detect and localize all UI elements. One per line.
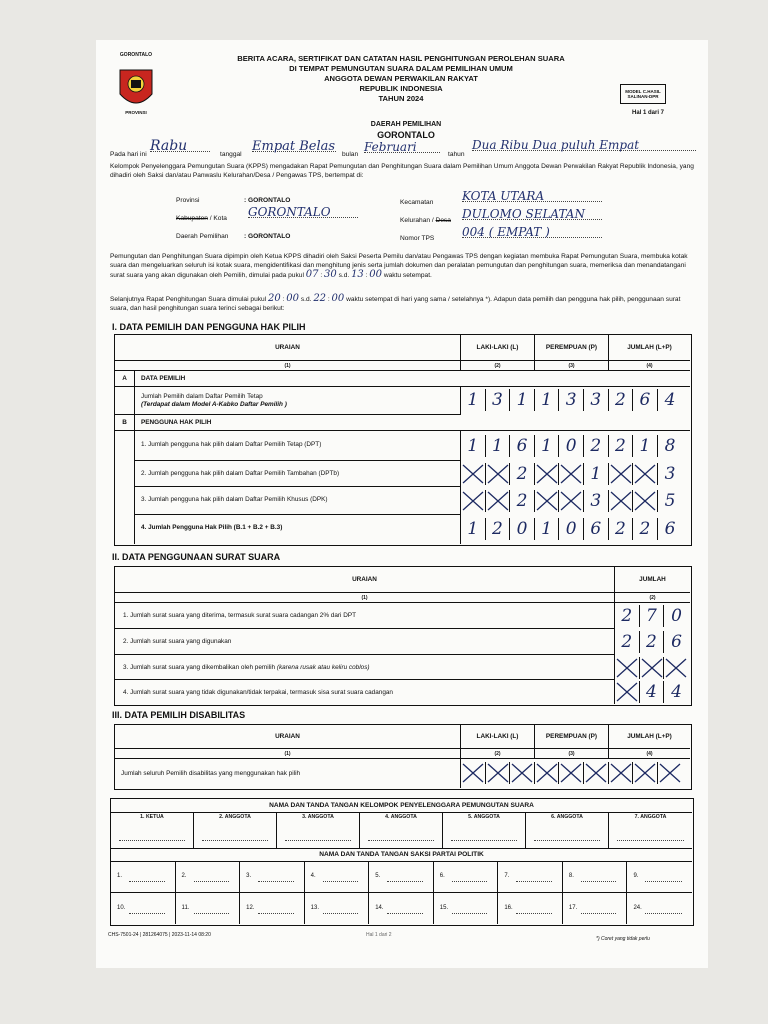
witness-signature-cell (111, 893, 176, 924)
witness-number: 16. (504, 905, 513, 911)
digit-box: 0 (510, 518, 535, 540)
digit-box: 1 (461, 389, 486, 411)
witness-signature-cell (563, 861, 628, 892)
digit-box: 2 (510, 490, 535, 512)
district-label: DAERAH PEMILIHAN (370, 121, 442, 128)
disability-digits (461, 762, 682, 784)
ballots-returned-digits (615, 657, 689, 679)
witness-number: 8. (568, 873, 574, 879)
witness-signature-cell (434, 861, 499, 892)
witness-row-2 (111, 893, 692, 924)
crossed-box (584, 762, 609, 784)
digit-box: 2 (486, 518, 511, 540)
dpt-digits (461, 389, 682, 411)
kpps-role-label: 2. ANGGOTA (219, 814, 251, 820)
ballots-used-digits (615, 631, 689, 653)
col-number: (2) (461, 361, 535, 371)
ballots-received-digits (615, 605, 689, 627)
kpps-signature-cell (609, 812, 692, 848)
b2-label: 2. Jumlah pengguna hak pilih dalam Daftar Pemilih Tambahan (DPTb) (135, 461, 461, 487)
signature-line (516, 881, 552, 882)
col-total: JUMLAH (L+P) (609, 725, 690, 749)
witness-signature-cell (240, 861, 305, 892)
signature-line (323, 913, 359, 914)
date-value: Empat Belas (252, 139, 336, 154)
signature-line (645, 881, 682, 882)
witness-number: 24. (633, 905, 642, 911)
witness-signature-cell (369, 893, 434, 924)
count-paragraph: Selanjutnya Rapat Penghitungan Suara dimulai pukul 20 : 00 s.d. 22 : 00 waktu setempat di hari yang sama / setelahnya *). Adapun data pemilih dan pengguna hak pilih, penggunaan surat suara, dan hasil penghitungan suara terinci sebagai berikut: (110, 293, 681, 312)
witness-signature-cell (627, 861, 692, 892)
col-number: (1) (115, 361, 461, 371)
kpps-signature-cell (194, 812, 277, 848)
crossed-box (461, 762, 486, 784)
witness-number: 17. (568, 905, 578, 911)
page-number: Hal 1 dari 7 (631, 110, 664, 116)
group-a-spacer (115, 387, 135, 415)
kpps-role-label: 7. ANGGOTA (634, 814, 667, 820)
kpps-signature-cell (443, 812, 526, 848)
witness-signature-cell (240, 893, 305, 924)
witness-signature-cell (498, 861, 563, 892)
digit-box: 4 (671, 682, 682, 702)
signature-line (368, 840, 434, 841)
ballots-used-label: 2. Jumlah surat suara yang digunakan (115, 629, 615, 655)
count-end-minute: 00 (331, 293, 345, 304)
b1-digits (461, 435, 682, 457)
witness-signature-cell (627, 893, 692, 924)
header-line: ANGGOTA DEWAN PERWAKILAN RAKYAT (324, 74, 478, 83)
kpps-role-label: 5. ANGGOTA (468, 814, 500, 820)
digit-box: 6 (510, 435, 535, 457)
digit-box: 2 (609, 518, 634, 540)
signature-line (581, 913, 617, 914)
digit-box: 2 (609, 435, 634, 457)
witness-signature-cell (176, 893, 241, 924)
witness-number: 7. (504, 873, 510, 879)
b3-label: 3. Jumlah pengguna hak pilih dalam Daftar Pemilih Khusus (DPK) (135, 487, 461, 515)
signature-line (617, 840, 684, 841)
kpps-role-label: 1. KETUA (140, 814, 164, 820)
col-number: (1) (115, 749, 461, 759)
procedure-text: Pemungutan dan Penghitungan Suara dipimpin oleh Ketua KPPS dihadiri oleh Saksi Peserta Pemilu dan/atau Pengawas TPS dengan kegiatan membuka Rapat Pemungutan Suara, membuka kotak suara dan mengeluarkan seluruh isi kotak suara, mengidentifikasi dan menghitung jenis serta jumlah dokumen dan peralatan pemungutan dan penghitungan suara, memeriksa dan menandatangani surat suara yang akan digunakan oleh Pemilih, dimulai pada pukul (110, 253, 688, 279)
witness-signature-cell (434, 893, 499, 924)
crossed-box (609, 762, 634, 784)
digit-box: 3 (664, 464, 676, 484)
year-label: tahun (448, 151, 465, 158)
divider (111, 848, 692, 849)
witness-signature-cell (305, 861, 370, 892)
signature-line (285, 840, 351, 841)
month-value: Februari (364, 143, 440, 153)
digit-box: 6 (584, 518, 609, 540)
digit-box: 0 (671, 606, 682, 626)
crossed-box (609, 490, 634, 512)
ballots-returned-note: (karena rusak atau keliru coblos) (276, 664, 370, 671)
village-label: Kelurahan / (400, 217, 434, 224)
digit-box: 2 (640, 631, 665, 653)
witness-number: 14. (375, 905, 384, 911)
witness-signature-cell (369, 861, 434, 892)
crossed-box (486, 762, 511, 784)
witness-signature-cell (305, 893, 370, 924)
digit-box: 4 (640, 681, 665, 703)
signature-line (452, 881, 488, 882)
section-2-title: II. DATA PENGGUNAAN SURAT SUARA (112, 552, 281, 562)
date-label: tanggal (220, 151, 242, 158)
month-label: bulan (342, 151, 359, 158)
tps-label: Nomor TPS (400, 235, 435, 242)
witness-number: 11. (181, 905, 190, 911)
model-code: MODEL C.HASIL (625, 89, 661, 94)
digit-box: 8 (664, 436, 676, 456)
signature-table (110, 798, 694, 926)
witness-number: 5. (375, 873, 381, 879)
district-value: GORONTALO (377, 130, 435, 140)
procedure-paragraph: Pemungutan dan Penghitungan Suara dipimpin oleh Ketua KPPS dihadiri oleh Saksi Peserta Pemilu dan/atau Pengawas TPS dengan kegiatan membuka Rapat Pemungutan Suara, membuka kotak suara dan mengeluarkan seluruh isi kotak suara, mengidentifikasi dan menghitung jenis serta jumlah dokumen dan peralatan pemungutan dan penghitungan suara, memeriksa dan menandatangani surat suara yang akan digunakan oleh Pemilih, dimulai pada pukul 07 : 30 s.d. 13 : 00 waktu setempat. (110, 253, 688, 280)
witness-number: 15. (439, 905, 449, 911)
group-a-letter: A (115, 371, 135, 387)
col-number: (1) (115, 593, 615, 603)
witness-number: 10. (117, 905, 126, 911)
kpu-logo-icon (116, 60, 156, 116)
col-total: JUMLAH (L+P) (609, 335, 690, 361)
subdistrict-value: KOTA UTARA (462, 192, 602, 202)
desa-label-struck: Desa (435, 217, 451, 224)
end-hour: 13 (351, 269, 364, 280)
subdistrict-label: Kecamatan (400, 199, 434, 206)
crossed-box (615, 681, 640, 703)
col-number: (4) (609, 749, 690, 759)
section-3-title: III. DATA PEMILIH DISABILITAS (112, 710, 246, 720)
year-value: Dua Ribu Dua puluh Empat (472, 141, 696, 151)
crossed-box (609, 463, 634, 485)
signature-line (119, 840, 185, 841)
until-label: s.d. (300, 296, 312, 303)
digit-box: 1 (510, 389, 535, 411)
district-label-2: Daerah Pemilihan (176, 233, 229, 240)
crossed-box (640, 657, 665, 679)
crossed-box (559, 490, 584, 512)
crossed-box (510, 762, 535, 784)
crossed-box (486, 463, 511, 485)
witness-number: 12. (246, 905, 255, 911)
witness-signature-title: NAMA DAN TANDA TANGAN SAKSI PARTAI POLITIK (319, 851, 484, 858)
until-label: s.d. (338, 272, 350, 279)
crossed-box (658, 762, 683, 784)
kpps-signature-title: NAMA DAN TANDA TANGAN KELOMPOK PENYELENGGARA PEMUNGUTAN SUARA (269, 802, 534, 809)
witness-row-1 (111, 861, 692, 893)
ballots-unused-label: 4. Jumlah surat suara yang tidak digunakan/tidak terpakai, termasuk sisa surat suara cadangan (115, 680, 615, 704)
group-a-title: DATA PEMILIH (135, 371, 690, 387)
signature-line (323, 881, 359, 882)
kpps-signature-cell (526, 812, 609, 848)
witness-number: 13. (310, 905, 319, 911)
footer-page: Hal 1 dari 2 (366, 932, 392, 938)
disability-table (114, 724, 692, 790)
section-1-title: I. DATA PEMILIH DAN PENGGUNA HAK PILIH (112, 322, 306, 332)
dpt-label: Jumlah Pemilih dalam Daftar Pemilih Tetap (141, 393, 263, 400)
footer-doc-code: CHS-7501-24 | 281264075 | 2023-11-14 08:20 (108, 932, 211, 938)
crossed-box (633, 490, 658, 512)
model-copy: SALINAN-DPR (627, 94, 659, 99)
electoral-district (316, 120, 496, 140)
count-end-hour: 22 (313, 293, 327, 304)
col-male: LAKI-LAKI (L) (461, 335, 535, 361)
kpps-role-label: 4. ANGGOTA (385, 814, 417, 820)
digit-box: 0 (559, 435, 584, 457)
b4-digits (461, 518, 682, 540)
digit-box: 1 (584, 463, 609, 485)
ballots-returned-text: 3. Jumlah surat suara yang dikembalikan oleh pemilih (123, 664, 276, 671)
witness-number: 1. (117, 873, 123, 879)
col-number: (4) (609, 361, 690, 371)
city-label: / Kota (207, 215, 227, 222)
crossed-box (461, 463, 486, 485)
header-line: TAHUN 2024 (378, 94, 424, 103)
start-hour: 07 (305, 269, 319, 280)
digit-box: 1 (535, 435, 560, 457)
signature-line (387, 913, 423, 914)
digit-box: 2 (584, 435, 609, 457)
signature-line (258, 881, 294, 882)
signature-line (202, 840, 268, 841)
crossed-box (664, 657, 689, 679)
col-number: (3) (535, 361, 609, 371)
witness-signature-cell (176, 861, 241, 892)
digit-box: 2 (615, 631, 640, 653)
witness-number: 4. (310, 873, 316, 879)
end-minute: 00 (369, 269, 383, 280)
digit-box: 1 (461, 435, 486, 457)
witness-signature-cell (498, 893, 563, 924)
ballots-returned-label (115, 655, 615, 680)
signature-line (129, 881, 165, 882)
witness-signature-cell (563, 893, 628, 924)
header-line: REPUBLIK INDONESIA (359, 84, 443, 93)
day-label: Pada hari ini (110, 151, 147, 158)
digit-box: 4 (664, 390, 676, 410)
kpps-signature-cell (277, 812, 360, 848)
digit-box: 3 (486, 389, 511, 411)
digit-box: 1 (535, 389, 560, 411)
crossed-box (633, 463, 658, 485)
group-b-letter: B (115, 415, 135, 431)
kpps-signature-cell (111, 812, 194, 848)
district-value-2: : GORONTALO (244, 233, 291, 240)
digit-box: 1 (461, 518, 486, 540)
col-female: PEREMPUAN (P) (535, 335, 609, 361)
group-b-spacer (115, 431, 135, 544)
dpt-row-label (135, 387, 461, 415)
dpt-source: (Terdapat dalam Model A-Kabko Daftar Pemilih ) (141, 401, 287, 408)
digit-box: 3 (559, 389, 584, 411)
b4-label: 4. Jumlah Pengguna Hak Pilih (B.1 + B.2 + B.3) (135, 515, 461, 544)
signature-line (451, 840, 517, 841)
col-number: (2) (615, 593, 690, 603)
city-value: GORONTALO (248, 208, 358, 218)
kpps-role-row (111, 812, 692, 848)
signature-line (534, 840, 600, 841)
crossed-box (535, 762, 560, 784)
signature-line (258, 913, 294, 914)
signature-line (645, 913, 682, 914)
kpps-role-label: 6. ANGGOTA (551, 814, 583, 820)
col-uraian: URAIAN (115, 567, 615, 593)
digit-box: 3 (584, 389, 609, 411)
location-block (176, 189, 696, 246)
digit-box: 2 (510, 463, 535, 485)
disability-label: Jumlah seluruh Pemilih disabilitas yang menggunakan hak pilih (115, 759, 461, 788)
header-line: BERITA ACARA, SERTIFIKAT DAN CATATAN HASIL PENGHITUNGAN PEROLEHAN SUARA (237, 54, 565, 63)
count-start-hour: 20 (268, 293, 281, 304)
ballot-usage-table (114, 566, 692, 706)
digit-box: 5 (664, 491, 676, 511)
group-b-title: PENGGUNA HAK PILIH (135, 415, 690, 431)
province-value: : GORONTALO (244, 197, 291, 204)
digit-box: 6 (671, 632, 682, 652)
date-line (110, 138, 700, 160)
crossed-box (535, 490, 560, 512)
crossed-box (615, 657, 640, 679)
signature-line (581, 881, 617, 882)
digit-box: 1 (633, 435, 658, 457)
kpps-signature-cell (360, 812, 443, 848)
voter-data-table (114, 334, 692, 546)
signature-line (129, 913, 165, 914)
witness-number: 9. (633, 873, 639, 879)
b3-digits (461, 490, 682, 512)
b1-label: 1. Jumlah pengguna hak pilih dalam Daftar Pemilih Tetap (DPT) (135, 431, 461, 461)
digit-box: 6 (633, 389, 658, 411)
col-male: LAKI-LAKI (L) (461, 725, 535, 749)
b2-digits (461, 463, 682, 485)
count-text: Selanjutnya Rapat Penghitungan Suara dimulai pukul (110, 296, 267, 303)
witness-number: 2. (181, 873, 187, 879)
ballots-unused-digits (615, 681, 689, 703)
intro-paragraph: Kelompok Penyelenggara Pemungutan Suara (KPPS) mengadakan Rapat Pemungutan dan Penghitungan Suara dalam Pemilihan Umum Anggota Dewan Perwakilan Rakyat Republik Indonesia, yang dihadiri oleh Saksi dan/atau Panwaslu Kelurahan/Desa / Pengawas TPS, bertempat di: (110, 163, 694, 179)
kpps-role-label: 3. ANGGOTA (302, 814, 334, 820)
col-total: JUMLAH (615, 567, 690, 593)
village-value: DULOMO SELATAN (462, 210, 602, 220)
signature-line (387, 881, 423, 882)
signature-line (194, 881, 230, 882)
start-minute: 30 (324, 269, 337, 280)
digit-box: 1 (535, 518, 560, 540)
ballots-received-label: 1. Jumlah surat suara yang diterima, termasuk surat suara cadangan 2% dari DPT (115, 603, 615, 629)
local-time-label: waktu setempat. (383, 272, 432, 279)
logo-caption: GORONTALO (119, 52, 153, 58)
crossed-box (559, 762, 584, 784)
count-text-end: waktu setempat di hari yang sama / setelahnya *). Adapun data pemilih dan pengguna hak pilih, penggunaan surat suara, dan hasil penghitungan suara terinci sebagai berikut: (110, 296, 681, 312)
digit-box: 2 (633, 518, 658, 540)
col-uraian: URAIAN (115, 335, 461, 361)
document-header (186, 54, 616, 104)
province-label: Provinsi (176, 197, 200, 204)
digit-box: 2 (609, 389, 634, 411)
digit-box: 3 (584, 490, 609, 512)
digit-box: 1 (486, 435, 511, 457)
col-female: PEREMPUAN (P) (535, 725, 609, 749)
witness-signature-cell (111, 861, 176, 892)
tps-value: 004 ( EMPAT ) (462, 228, 602, 238)
digit-box: 6 (664, 519, 676, 539)
digit-box: 7 (640, 605, 665, 627)
model-box (620, 84, 666, 104)
col-number: (2) (461, 749, 535, 759)
count-start-minute: 00 (286, 293, 299, 304)
col-number: (3) (535, 749, 609, 759)
witness-number: 6. (439, 873, 445, 879)
crossed-box (559, 463, 584, 485)
signature-line (194, 913, 230, 914)
digit-box: 2 (615, 605, 640, 627)
crossed-box (535, 463, 560, 485)
form-page (96, 40, 708, 968)
col-uraian: URAIAN (115, 725, 461, 749)
signature-line (452, 913, 488, 914)
logo-subcaption: PROVINSI (125, 110, 147, 115)
crossed-box (486, 490, 511, 512)
signature-line (516, 913, 552, 914)
regency-label-struck: Kabupaten (176, 215, 208, 222)
footer-note: *) Coret yang tidak perlu (596, 936, 650, 942)
digit-box: 0 (559, 518, 584, 540)
day-value: Rabu (150, 142, 210, 152)
header-line: DI TEMPAT PEMUNGUTAN SUARA DALAM PEMILIHAN UMUM (289, 64, 513, 73)
crossed-box (633, 762, 658, 784)
crossed-box (461, 490, 486, 512)
witness-number: 3. (246, 873, 252, 879)
